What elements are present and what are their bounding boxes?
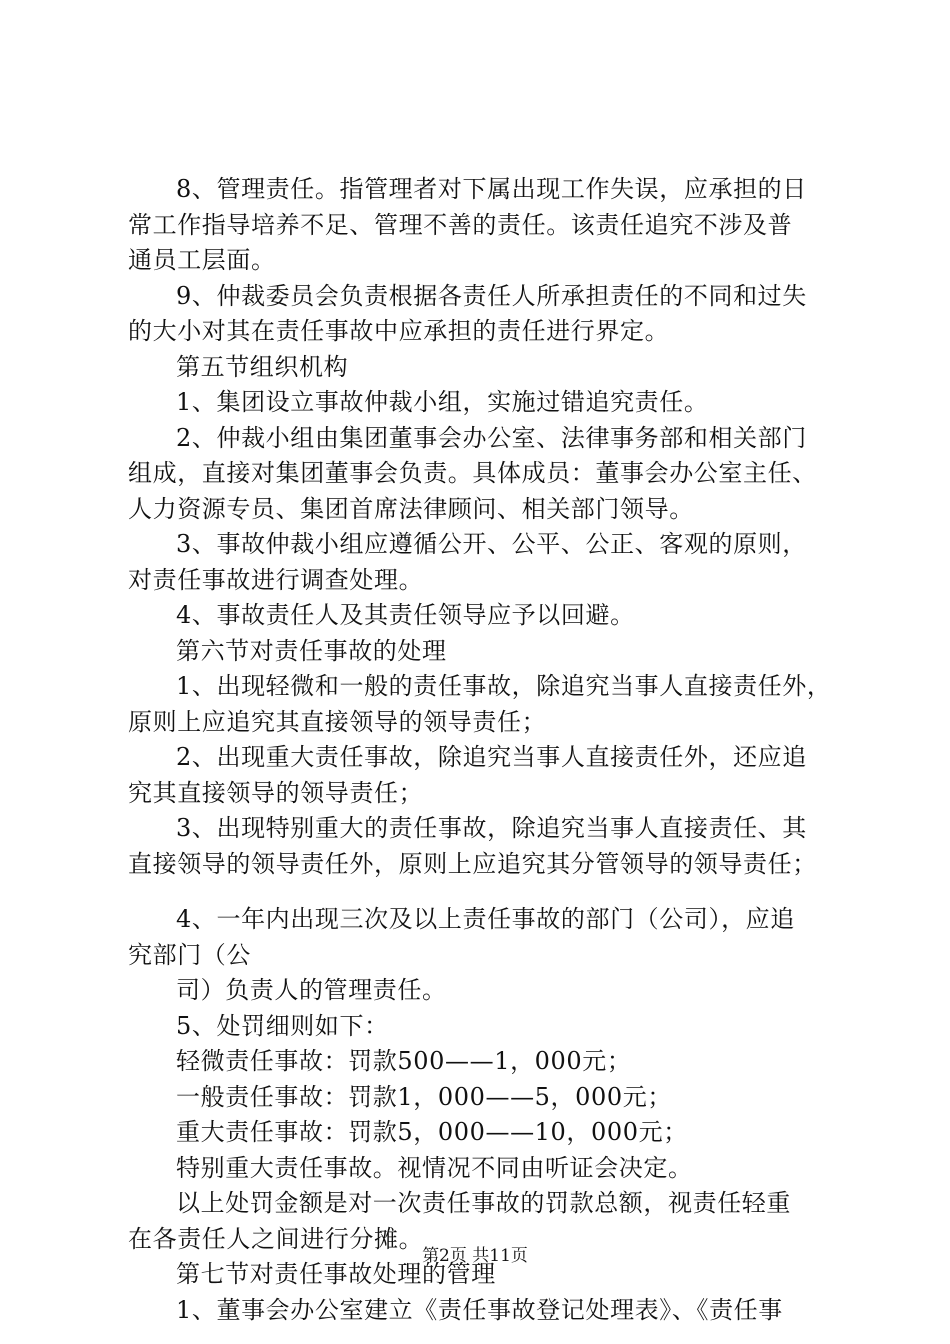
text-line: 3、事故仲裁小组应遵循公开、公平、公正、客观的原则， xyxy=(176,530,807,558)
text-line: 4、事故责任人及其责任领导应予以回避。 xyxy=(176,601,635,629)
document-body xyxy=(128,172,833,1328)
text-line: 第五节组织机构 xyxy=(176,352,349,381)
text-line: 究其直接领导的领导责任； xyxy=(128,778,424,807)
text-line: 人力资源专员、集团首席法律顾问、相关部门领导。 xyxy=(128,494,694,523)
text-line: 9、仲裁委员会负责根据各责任人所承担责任的不同和过失 xyxy=(176,281,807,310)
text-line: 5、处罚细则如下： xyxy=(176,1011,389,1040)
text-line: 通员工层面。 xyxy=(128,246,276,274)
text-line: 1、董事会办公室建立《责任事故登记处理表》、《责任事 xyxy=(176,1295,783,1324)
text-line: 8、管理责任。指管理者对下属出现工作失误，应承担的日 xyxy=(176,175,807,203)
text-line: 的大小对其在责任事故中应承担的责任进行界定。 xyxy=(128,317,670,345)
text-line: 以上处罚金额是对一次责任事故的罚款总额，视责任轻重 xyxy=(176,1189,791,1217)
text-line: 轻微责任事故：罚款500——1，000元； xyxy=(176,1047,632,1075)
text-line: 第六节对责任事故的处理 xyxy=(176,636,447,665)
paragraph-gap xyxy=(128,882,833,902)
page-footer: 第2页 共11页 xyxy=(422,1246,528,1266)
text-line: 2、仲裁小组由集团董事会办公室、法律事务部和相关部门 xyxy=(176,423,807,452)
text-line: 司）负责人的管理责任。 xyxy=(176,976,447,1004)
text-line: 对责任事故进行调查处理。 xyxy=(128,565,424,594)
text-line: 常工作指导培养不足、管理不善的责任。该责任追究不涉及普 xyxy=(128,210,793,239)
text-line: 2、出现重大责任事故，除追究当事人直接责任外，还应追 xyxy=(176,743,807,771)
text-line: 一般责任事故：罚款1，000——5，000元； xyxy=(176,1082,672,1111)
text-line: 组成，直接对集团董事会负责。具体成员：董事会办公室主任、 xyxy=(128,459,817,487)
text-line: 1、出现轻微和一般的责任事故，除追究当事人直接责任外， xyxy=(176,672,832,700)
text-line: 3、出现特别重大的责任事故，除追究当事人直接责任、其 xyxy=(176,814,807,842)
text-line: 原则上应追究其直接领导的领导责任； xyxy=(128,707,547,736)
text-line: 在各责任人之间进行分摊。 xyxy=(128,1224,424,1253)
text-line: 1、集团设立事故仲裁小组，实施过错追究责任。 xyxy=(176,388,709,416)
text-line: 重大责任事故：罚款5，000——10，000元； xyxy=(176,1118,688,1146)
text-line: 特别重大责任事故。视情况不同由听证会决定。 xyxy=(176,1153,693,1182)
text-line: 直接领导的领导责任外，原则上应追究其分管领导的领导责任； xyxy=(128,849,817,878)
text-line: 4、一年内出现三次及以上责任事故的部门（公司），应追 xyxy=(176,905,795,933)
text-line: 究部门（公 xyxy=(128,940,251,969)
text-line: 第七节对责任事故处理的管理 xyxy=(176,1260,496,1288)
